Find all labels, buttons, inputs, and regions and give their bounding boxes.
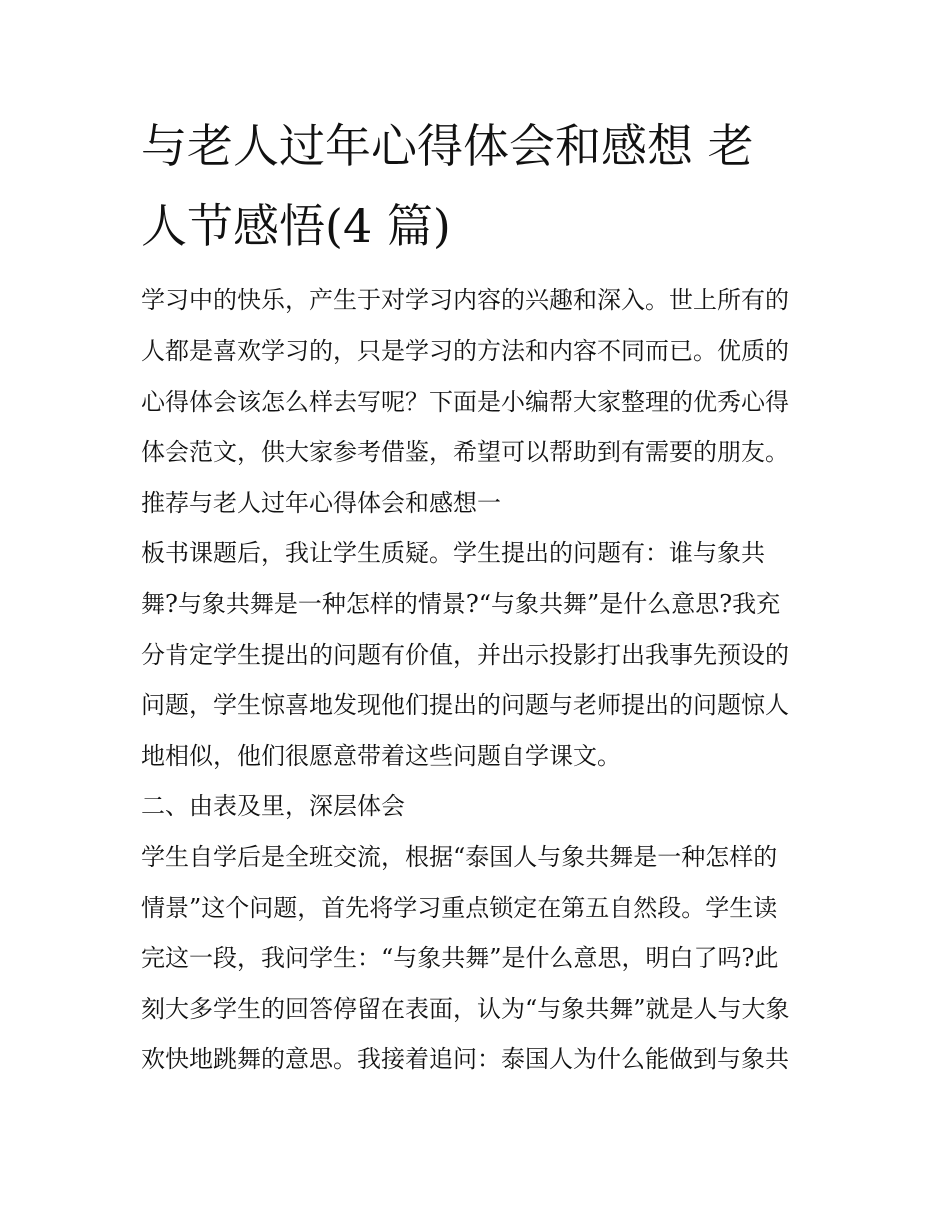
body-line: 欢快地跳舞的意思。我接着追问：泰国人为什么能做到与象共 [141, 1045, 789, 1073]
body-line: 学生自学后是全班交流，根据“泰国人与象共舞是一种怎样的 [141, 843, 778, 871]
body-line: 体会范文，供大家参考借鉴，希望可以帮助到有需要的朋友。 [141, 438, 789, 466]
body-line: 分肯定学生提出的问题有价值，并出示投影打出我事先预设的 [141, 641, 789, 669]
body-line: 地相似，他们很愿意带着这些问题自学课文。 [141, 742, 621, 770]
body-line: 心得体会该怎么样去写呢？下面是小编帮大家整理的优秀心得 [141, 388, 789, 416]
section-heading: 推荐与老人过年心得体会和感想一 [141, 489, 501, 517]
body-line: 学习中的快乐，产生于对学习内容的兴趣和深入。世上所有的 [141, 286, 789, 314]
body-line: 板书课题后，我让学生质疑。学生提出的问题有：谁与象共 [141, 539, 765, 567]
body-line: 刻大多学生的回答停留在表面，认为“与象共舞”就是人与大象 [141, 995, 790, 1023]
section-heading: 二、由表及里，深层体会 [141, 792, 405, 820]
body-line: 人都是喜欢学习的，只是学习的方法和内容不同而已。优质的 [141, 337, 789, 365]
body-line: 情景”这个问题，首先将学习重点锁定在第五自然段。学生读 [141, 894, 778, 922]
body-line: 舞?与象共舞是一种怎样的情景?“与象共舞”是什么意思?我充 [141, 590, 781, 618]
document-title-line-1: 与老人过年心得体会和感想 老 [141, 119, 754, 173]
body-line: 问题，学生惊喜地发现他们提出的问题与老师提出的问题惊人 [141, 691, 789, 719]
body-line: 完这一段，我问学生：“与象共舞”是什么意思，明白了吗?此 [141, 944, 779, 972]
document-title-line-2: 人节感悟(4 篇) [141, 199, 451, 253]
